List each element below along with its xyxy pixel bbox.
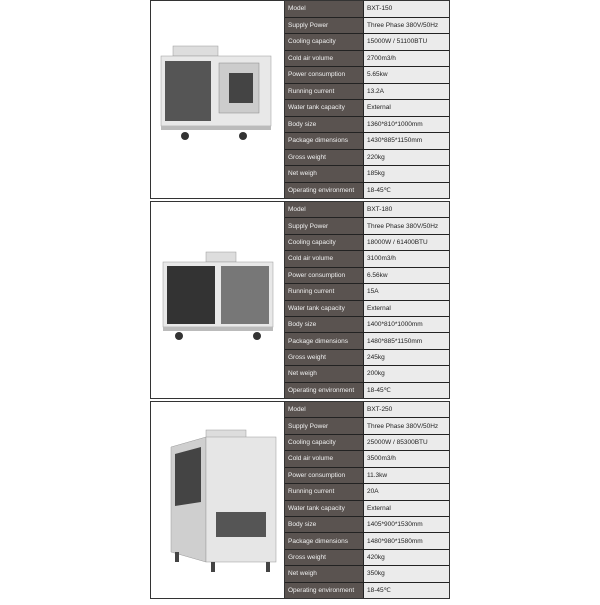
spec-label: Package dimensions	[285, 333, 364, 348]
spec-label: Model	[285, 402, 364, 417]
spec-value: 350kg	[364, 566, 449, 581]
spec-value: BXT-180	[364, 202, 449, 217]
spec-label: Running current	[285, 284, 364, 299]
spec-value: 20A	[364, 484, 449, 499]
spec-row	[285, 451, 449, 467]
spec-label: Body size	[285, 117, 364, 133]
spec-row	[285, 366, 449, 382]
spec-row	[285, 301, 449, 317]
product-panel-bxt-150	[150, 0, 450, 199]
spec-row	[285, 183, 449, 199]
spec-row	[285, 435, 449, 451]
spec-value: 245kg	[364, 350, 449, 365]
spec-value: 1405*900*1530mm	[364, 517, 449, 532]
product-panel-bxt-250	[150, 401, 450, 599]
spec-label: Supply Power	[285, 218, 364, 233]
spec-value: 18-45℃	[364, 183, 449, 199]
spec-value: 185kg	[364, 166, 449, 182]
spec-label: Supply Power	[285, 18, 364, 34]
spec-value: Three Phase 380V/50Hz	[364, 418, 449, 433]
spec-value: 1480*980*1580mm	[364, 533, 449, 548]
spec-row	[285, 484, 449, 500]
spec-value: 200kg	[364, 366, 449, 381]
spec-row	[285, 84, 449, 101]
spec-label: Water tank capacity	[285, 501, 364, 516]
spec-label: Power consumption	[285, 67, 364, 83]
spec-value: Three Phase 380V/50Hz	[364, 218, 449, 233]
spec-label: Water tank capacity	[285, 301, 364, 316]
spec-row	[285, 284, 449, 300]
spec-label: Net weigh	[285, 566, 364, 581]
spec-table-bxt-150	[284, 1, 449, 198]
spec-label: Net weigh	[285, 366, 364, 381]
spec-row	[285, 166, 449, 183]
spec-row	[285, 550, 449, 566]
spec-row	[285, 202, 449, 218]
spec-value: BXT-250	[364, 402, 449, 417]
spec-label: Package dimensions	[285, 133, 364, 149]
spec-value: 1480*885*1150mm	[364, 333, 449, 348]
spec-label: Cooling capacity	[285, 34, 364, 50]
spec-row	[285, 566, 449, 582]
spec-label: Running current	[285, 84, 364, 100]
spec-value: External	[364, 501, 449, 516]
spec-row	[285, 583, 449, 598]
product-panel-bxt-180	[150, 201, 450, 399]
spec-label: Gross weight	[285, 550, 364, 565]
spec-value: 18-45℃	[364, 583, 449, 598]
spec-row	[285, 67, 449, 84]
spec-value: External	[364, 100, 449, 116]
spec-row	[285, 533, 449, 549]
spec-label: Power consumption	[285, 268, 364, 283]
product-image-bxt-150	[151, 1, 284, 198]
spec-row	[285, 317, 449, 333]
spec-label: Running current	[285, 484, 364, 499]
spec-value: 15A	[364, 284, 449, 299]
spec-label: Body size	[285, 317, 364, 332]
spec-value: 420kg	[364, 550, 449, 565]
spec-row	[285, 117, 449, 134]
spec-label: Gross weight	[285, 150, 364, 166]
spec-value: BXT-150	[364, 1, 449, 17]
spec-row	[285, 18, 449, 35]
spec-row	[285, 235, 449, 251]
spec-label: Water tank capacity	[285, 100, 364, 116]
spec-row	[285, 517, 449, 533]
spec-table-bxt-250	[284, 402, 449, 598]
spec-label: Package dimensions	[285, 533, 364, 548]
spec-label: Supply Power	[285, 418, 364, 433]
spec-label: Cooling capacity	[285, 435, 364, 450]
spec-value: 25000W / 85300BTU	[364, 435, 449, 450]
spec-label: Operating environment	[285, 183, 364, 199]
spec-label: Net weigh	[285, 166, 364, 182]
spec-row	[285, 383, 449, 398]
spec-value: Three Phase 380V/50Hz	[364, 18, 449, 34]
spec-row	[285, 501, 449, 517]
spec-label: Operating environment	[285, 583, 364, 598]
spec-value: 1360*810*1000mm	[364, 117, 449, 133]
spec-row	[285, 218, 449, 234]
spec-row	[285, 350, 449, 366]
spec-value: 1400*810*1000mm	[364, 317, 449, 332]
spec-row	[285, 418, 449, 434]
spec-value: 13.2A	[364, 84, 449, 100]
spec-row	[285, 100, 449, 117]
spec-table-bxt-180	[284, 202, 449, 398]
product-image-bxt-180	[151, 202, 284, 398]
spec-row	[285, 150, 449, 167]
spec-label: Cold air volume	[285, 51, 364, 67]
spec-label: Operating environment	[285, 383, 364, 398]
spec-value: 3100m3/h	[364, 251, 449, 266]
spec-row	[285, 34, 449, 51]
spec-value: 15000W / 51100BTU	[364, 34, 449, 50]
spec-row	[285, 402, 449, 418]
spec-value: 6.56kw	[364, 268, 449, 283]
spec-label: Cooling capacity	[285, 235, 364, 250]
spec-row	[285, 1, 449, 18]
spec-label: Cold air volume	[285, 451, 364, 466]
spec-value: External	[364, 301, 449, 316]
spec-label: Model	[285, 1, 364, 17]
spec-row	[285, 333, 449, 349]
spec-value: 5.65kw	[364, 67, 449, 83]
spec-row	[285, 51, 449, 68]
spec-value: 2700m3/h	[364, 51, 449, 67]
spec-label: Power consumption	[285, 468, 364, 483]
spec-row	[285, 251, 449, 267]
spec-label: Gross weight	[285, 350, 364, 365]
product-image-bxt-250	[151, 402, 284, 598]
spec-label: Body size	[285, 517, 364, 532]
spec-value: 3500m3/h	[364, 451, 449, 466]
spec-label: Model	[285, 202, 364, 217]
spec-row	[285, 468, 449, 484]
spec-value: 18-45℃	[364, 383, 449, 398]
spec-value: 18000W / 61400BTU	[364, 235, 449, 250]
spec-value: 11.3kw	[364, 468, 449, 483]
spec-row	[285, 268, 449, 284]
spec-value: 220kg	[364, 150, 449, 166]
spec-value: 1430*885*1150mm	[364, 133, 449, 149]
spec-row	[285, 133, 449, 150]
spec-label: Cold air volume	[285, 251, 364, 266]
